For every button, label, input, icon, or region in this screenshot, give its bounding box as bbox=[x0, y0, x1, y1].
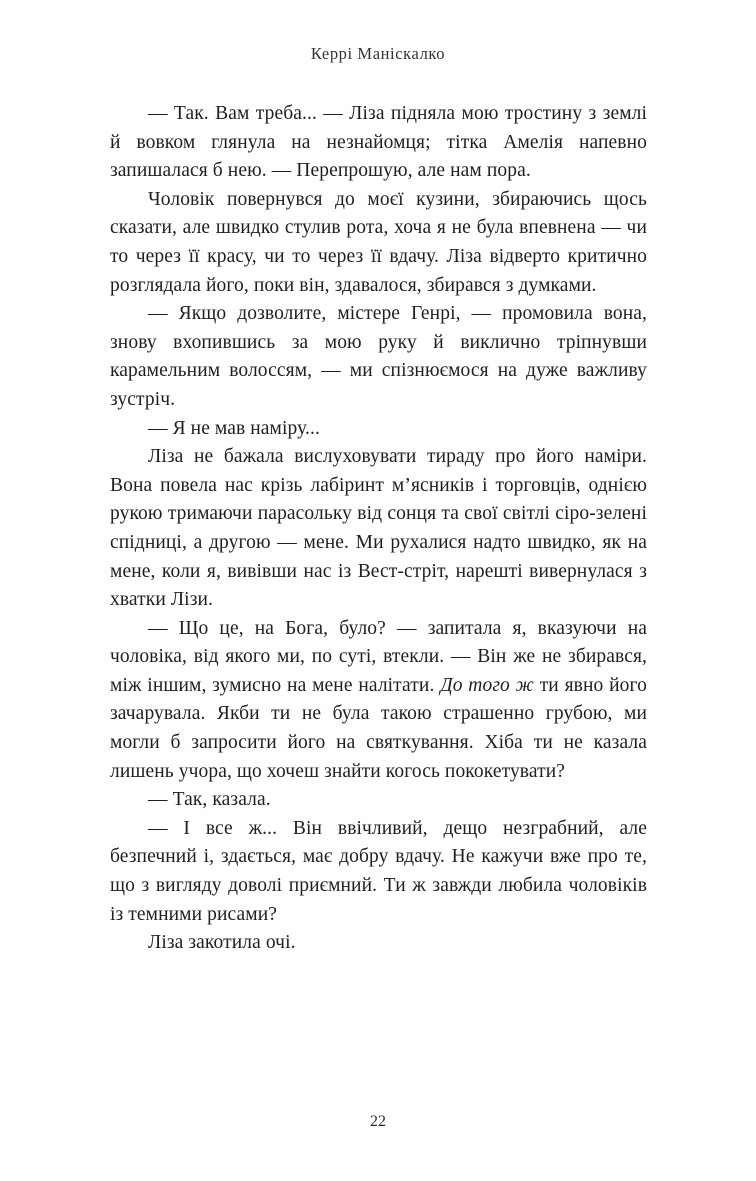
paragraph: — Так. Вам треба... — Ліза підняла мою тростину з землі й вовком глянула на незнайомця; тітка Амелія напевно запишалася б нею. — Перепрошую, але нам пора. bbox=[110, 103, 647, 182]
paragraph: — Так, казала. bbox=[148, 789, 271, 811]
paragraph: Чоловік повернувся до моєї кузини, збираючись щось сказати, але швидко стулив рота, хоча я не була впевнена — чи то через її красу, чи то через її вдачу. Ліза відверто критично розглядала його, поки він, здавалося, збирався з думками. bbox=[110, 188, 647, 296]
paragraph: — Якщо дозволите, містере Генрі, — промовила вона, знову вхопившись за мою руку й виклично тріпнувши карамельним волоссям, — ми спізнюємося на дуже важливу зустріч. bbox=[110, 303, 647, 410]
paragraph-segment: ти явно його зачарувала. Якби ти не була такою страшенно грубою, ми могли б запросити його на святкування. Хіба ти не казала лишень учора, що хочеш знайти когось пококетувати? bbox=[110, 674, 647, 782]
paragraph-segment-italic: До того ж bbox=[440, 674, 534, 696]
paragraph-segment: — Що це, на Бога, було? — запитала я, вказуючи на чоловіка, від якого ми, по суті, втекли. — Він же не збирався, між іншим, зумисно на мене налітати. bbox=[110, 617, 647, 696]
paragraph: Ліза закотила очі. bbox=[148, 932, 296, 954]
running-header: Керрі Маніскалко bbox=[310, 44, 446, 63]
paragraph bbox=[110, 615, 647, 787]
paragraph: Ліза не бажала вислуховувати тираду про його наміри. Вона повела нас крізь лабіринт м’ясників і торговців, однією рукою тримаючи парасольку від сонця та свої світлі сіро-зелені спідниці, а другою — мене. Ми рухалися надто швидко, як на мене, коли я, вивівши нас із Вест-стріт, нарешті вивернулася з хватки Лізи. bbox=[110, 446, 647, 611]
text-block bbox=[110, 100, 647, 958]
paragraph: — І все ж... Він ввічливий, дещо незграбний, але безпечний і, здається, має добру вдачу. Не кажучи вже про те, що з вигляду доволі приємний. Ти ж завжди любила чоловіків із темними рисами? bbox=[110, 817, 647, 925]
paragraph: — Я не мав наміру... bbox=[148, 417, 320, 439]
page-number: 22 bbox=[370, 1113, 386, 1130]
